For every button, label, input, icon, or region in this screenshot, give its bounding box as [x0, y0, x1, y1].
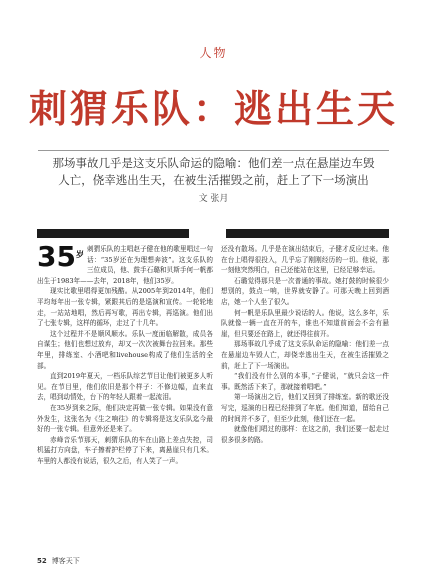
paragraph: 就像他们唱过的那样：在这之前，我们还要一起走过很多很多的路。	[221, 425, 389, 444]
drop-cap-number: 35	[37, 240, 76, 273]
section-label: 人物	[199, 46, 228, 60]
paragraph: 何一帆是乐队里最少说话的人。他说，这么多年，乐队就像一辆一直在开的车，谁也不知道前面会不会有悬崖，但只要还在路上，就还得往前开。	[221, 308, 389, 338]
paragraph: 直到2019年夏天，一档乐队综艺节目让他们被更多人听见。在节目里，他们依旧是那个样子：不修边幅，直来直去，唱到动情处，台下的年轻人跟着一起流泪。	[37, 372, 213, 402]
paragraph: 这个过程并不是顺风顺水。乐队一度面临解散，成员各自谋生；他们也想过放弃，却又一次次被舞台拉回来。那些年里，排练室、小酒吧和livehouse构成了他们生活的全部。	[37, 329, 213, 370]
divider	[38, 150, 389, 151]
article-column-left	[37, 240, 213, 466]
page-footer	[37, 556, 80, 566]
article-headline: 刺猬乐队：逃出生天	[28, 87, 398, 131]
paragraph: 还没有散场。几乎是在演出结束后，子健才反应过来。他在台上唱得很投入，几乎忘了刚刚经历的一切。他说，那一刻他突然明白，自己还能站在这里，已经足够幸运。	[221, 245, 389, 275]
paragraph: 那场事故几乎成了这支乐队命运的隐喻：他们差一点在悬崖边车毁人亡，却侥幸逃出生天，在被生活摧毁之前，赶上了下一场演出。	[221, 340, 389, 370]
paragraph: “我们没有什么别的本事，”子健说，“就只会这一件事。既然活下来了，那就接着唱吧。”	[221, 372, 389, 391]
drop-cap	[37, 240, 84, 273]
paragraph: 赤峰音乐节那天，刺猬乐队的车在山路上差点失控，司机猛打方向盘，车子擦着护栏停了下来，离悬崖只有几米。车里的人都没有说话，很久之后，有人笑了一声。	[37, 435, 213, 465]
article-column-right	[221, 244, 389, 445]
decorative-bar-left	[37, 229, 189, 238]
paragraph: 刺猬乐队的主唱赵子健在他的歌里唱过一句话：“35岁还在为理想奔波”。这支乐队的三位成员，他、鼓手石璐和贝斯手何一帆都出生于1983年——去年，2018年，他们35岁。	[37, 245, 213, 285]
paragraph: 在35岁到来之际，他们决定再做一张专辑。如果没有意外发生，这张名为《生之响往》的专辑将是这支乐队迄今最好的一张专辑。但意外还是来了。	[37, 403, 213, 434]
paragraph: 石璐觉得那只是一次普通的事故。她打鼓的时候很少想别的，鼓点一响，世界就安静了。可那天晚上回到酒店，她一个人坐了很久。	[221, 276, 389, 306]
drop-cap-suffix: 岁	[75, 250, 84, 259]
paragraph: 第一场演出之后，他们又回到了排练室。新的歌还没写完，巡演的日程已经排到了年底。他们知道，留给自己的时间并不多了，但至少此刻，他们还在一起。	[221, 393, 389, 423]
publication-name: 博客天下	[51, 557, 80, 565]
byline: 文 张月	[198, 194, 229, 204]
article-subhead: 那场事故几乎是这支乐队命运的隐喻：他们差一点在悬崖边车毁人亡，侥幸逃出生天，在被生活摧毁之前，赶上了下一场演出	[52, 156, 375, 187]
decorative-bar-right	[226, 229, 389, 238]
paragraph: 现实比歌里唱得更加残酷。从2005年到2014年，他们平均每年出一张专辑，紧跟其后的是巡演和宣传。一轮轮地走，一站站地唱，然后再写歌，再出专辑，再巡演。他们出了七张专辑，这样的循环，走过了十几年。	[37, 287, 213, 328]
page-number: 52	[37, 557, 47, 565]
